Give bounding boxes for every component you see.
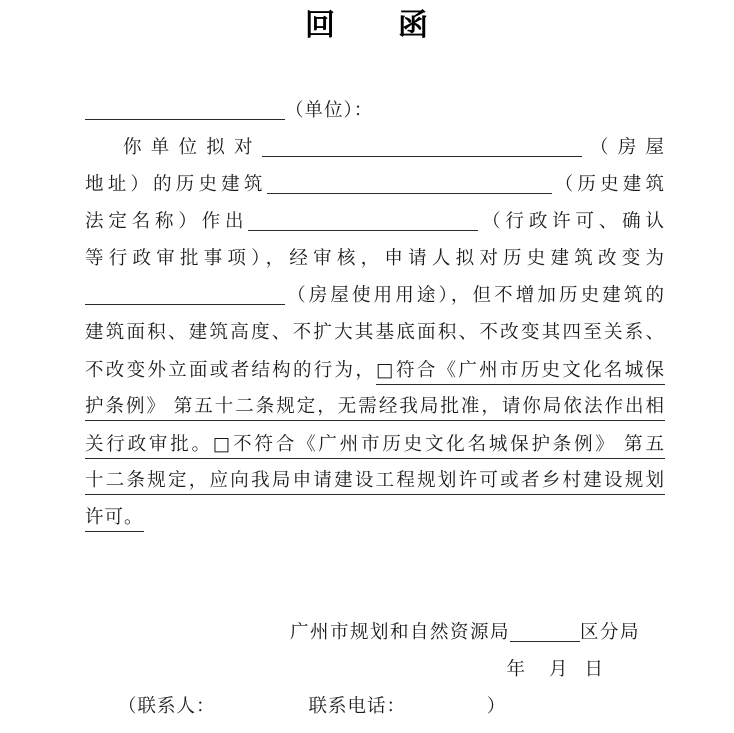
page-title: 回 函 — [305, 9, 429, 42]
district-name-blank[interactable] — [510, 639, 580, 642]
line-apply-permit — [85, 463, 665, 500]
checkbox-comply[interactable]: □ — [376, 360, 396, 385]
line-regulation-comply — [85, 389, 665, 426]
building-name-blank[interactable] — [267, 191, 552, 194]
text-segment: （单位）： — [285, 101, 374, 121]
text-segment: 你单位拟对 — [123, 138, 262, 158]
text-segment: 等行政审批事项），经审核，申请人拟对历史建筑改变为 — [85, 249, 665, 269]
date-line — [85, 652, 665, 689]
approval-item-blank[interactable] — [248, 228, 478, 231]
day-label: 日 — [584, 660, 603, 680]
signature-branch: 区分局 — [579, 623, 640, 643]
line-building-name — [85, 167, 665, 204]
text-segment: 不符合《广州市历史文化名城保护条例》 第五 — [233, 435, 665, 459]
contact-phone-label: 联系电话： — [308, 697, 397, 717]
letter-body — [0, 93, 734, 537]
checkbox-not-comply[interactable]: □ — [213, 434, 233, 459]
month-label: 月 — [548, 660, 568, 680]
signature-line — [85, 615, 665, 652]
house-address-blank[interactable] — [262, 154, 582, 157]
text-segment: 符合《广州市历史文化名城保 — [396, 361, 665, 385]
text-segment: （历史建筑 — [551, 175, 665, 195]
letter-footer — [0, 615, 734, 726]
text-segment: 建筑面积、建筑高度、不扩大其基底面积、不改变其四至关系、 — [85, 323, 665, 343]
text-segment: （行政许可、确认 — [478, 212, 665, 232]
line-approval-item — [85, 204, 665, 241]
line-regulation-not-comply — [85, 426, 665, 463]
signature-authority: 广州市规划和自然资源局 — [289, 623, 510, 643]
line-review — [85, 241, 665, 278]
text-segment: 地址）的历史建筑 — [85, 175, 267, 195]
line-usage — [85, 278, 665, 315]
recipient-line — [85, 93, 665, 130]
text-segment: 许可。 — [85, 508, 144, 532]
text-segment: 法定名称）作出 — [85, 212, 249, 232]
line-permit-end — [85, 500, 665, 537]
line-area — [85, 315, 665, 352]
contact-line — [85, 689, 665, 726]
text-segment: 护条例》 第五十二条规定，无需经我局批准，请你局依法作出相 — [85, 397, 665, 421]
text-segment: 不改变外立面或者结构的行为， — [85, 361, 377, 381]
line-house-address — [85, 130, 665, 167]
text-segment: （房屋 — [581, 138, 665, 158]
house-usage-blank[interactable] — [85, 302, 285, 305]
line-facade — [85, 352, 665, 389]
text-segment: 十二条规定，应向我局申请建设工程规划许可或者乡村建设规划 — [85, 471, 665, 495]
recipient-unit-blank[interactable] — [85, 117, 285, 120]
contact-close-paren: ） — [486, 697, 507, 717]
text-segment: 关行政审批。 — [85, 435, 213, 459]
contact-person-label: （联系人： — [118, 697, 216, 717]
text-segment: （房屋使用用途），但不增加历史建筑的 — [285, 286, 665, 306]
year-label: 年 — [506, 660, 525, 680]
